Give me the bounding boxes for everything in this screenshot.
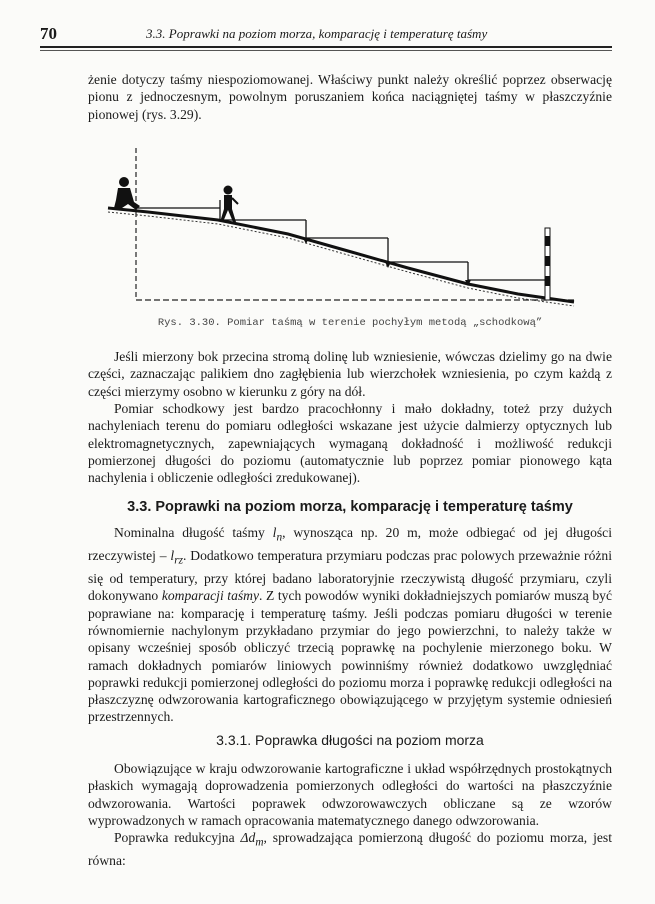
paragraph-stepped-method: Pomiar schodkowy jest bardzo pracochłonny i mało dokładny, toteż przy dużych nachyleniach terenu do pomiaru odległości wskazane jest użycie dalmierzy optycznych lub elektromagnetycznych, zapewniających wymaganą dokładność i możliwość redukcji pomierzonej długości do poziomu (automatycznie lub poprzez pomiar pionowego kąta nachylenia i obliczenie odległości zredukowanej). (88, 401, 612, 486)
terrain-slope (108, 208, 574, 302)
figure-stepped-taping (88, 138, 588, 310)
page-number: 70 (40, 24, 57, 43)
paragraph-nominal-length: Nominalna długość taśmy $l_n$, wynosząca np. 20 m, może odbiegać od jej długości rzeczywistej – $l_{rz}$. Dodatkowo temperatura przymiaru podczas prac polowych przeważnie różni się od temperatury, przy której badano laboratoryjnie rzeczywistą długość przymiaru, czyli dokonywano komparacji taśmy. Z tych powodów wyniki dokładniejszych pomiarów muszą być poprawiane na: komparację i temperaturę taśmy. Jeśli podczas pomiaru długości w terenie równomiernie nachylonym przykładano przymiar do jego powierzchni, to należy także w opisany wcześniej sposób obliczyć trzecią poprawkę na pochylenie mierzonego boku. W ramach dokładnych pomiarów liniowych powinniśmy również dodatkowo uwzględniać poprawki redukcji pomierzonej odległości do poziomu morza i poprawkę redukcji odległości na płaszczyznę odwzorowania kartograficznego obowiązującego w przyjętym systemie odniesień przestrzennych. (88, 525, 612, 725)
figure-caption: Rys. 3.30. Pomiar taśmą w terenie pochyłym metodą „schodkową” (157, 317, 543, 329)
page-header (40, 24, 612, 46)
paragraph-valley: Jeśli mierzony bok przecina stromą dolinę lub wzniesienie, wówczas dzielimy go na dwie części, zaznaczając palikiem dno zagłębienia lub wierzchołek wzniesienia, po czym każdą z części mierzymy osobno w kierunku z góry na dół. (88, 349, 612, 399)
emphasis-comparison: komparacji taśmy (161, 588, 260, 604)
surveyor-standing (220, 186, 238, 223)
running-title: 3.3. Poprawki na poziom morza, komparację i temperaturę taśmy (146, 26, 488, 41)
subsection-title: 3.3.1. Poprawka długości na poziom morza (216, 732, 484, 748)
paragraph-projection: Obowiązujące w kraju odwzorowanie kartograficzne i układ współrzędnych prostokątnych płaskich wymagają doprowadzenia pomierzonych odległości do wartości na płaszczyźnie odwzorowania. Wartości poprawek odwzorowawczych obliczane są ze wzorów wyprowadzonych w ramach opracowania matematycznego danego odwzorowania. (88, 761, 612, 828)
paragraph-reduction: Poprawka redukcyjna $\Delta d_m$, sprowadzająca pomierzoną długość do poziomu morza, jest równa: (88, 830, 612, 869)
header-rule-thin (40, 50, 612, 51)
section-title: 3.3. Poprawki na poziom morza, komparację i temperaturę taśmy (127, 499, 573, 515)
intro-paragraph: żenie dotyczy taśmy niespoziomowanej. Właściwy punkt należy określić poprzez obserwację pionu z jednoczesnym, powolnym poruszaniem końca naciągniętej taśmy w płaszczyźnie pionowej (rys. 3.29). (88, 72, 612, 122)
header-rule (40, 46, 612, 48)
